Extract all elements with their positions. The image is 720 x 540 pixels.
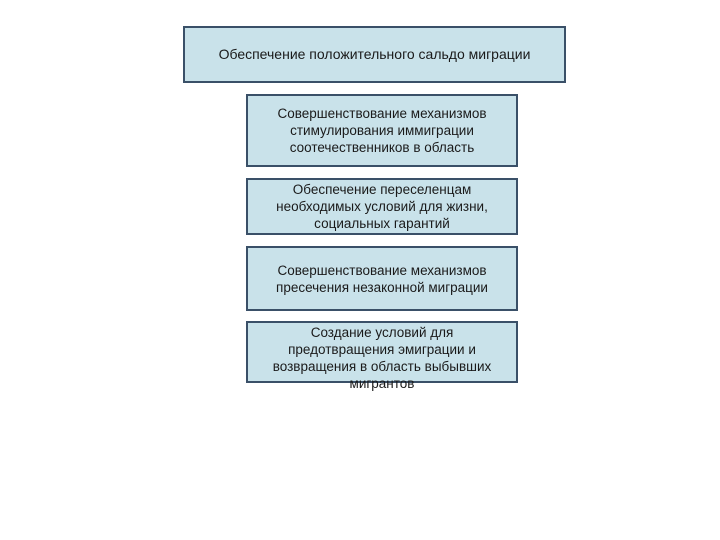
measure-label-2: Обеспечение переселенцам необходимых условий для жизни, социальных гарантий xyxy=(276,182,488,231)
measure-label-4: Создание условий для предотвращения эмиграции и возвращения в область выбывших мигрантов xyxy=(272,325,492,391)
measure-box-3 xyxy=(246,246,518,311)
measure-box-2 xyxy=(246,178,518,235)
diagram-title: Обеспечение положительного сальдо миграции xyxy=(218,46,531,62)
diagram-title-box xyxy=(183,26,566,83)
measure-label-3: Совершенствование механизмов пресечения незаконной миграции xyxy=(276,262,488,295)
measure-box-1 xyxy=(246,94,518,167)
measure-box-4 xyxy=(246,321,518,391)
measure-label-1: Совершенствование механизмов стимулирования иммиграции соотечественников в область xyxy=(277,106,487,155)
